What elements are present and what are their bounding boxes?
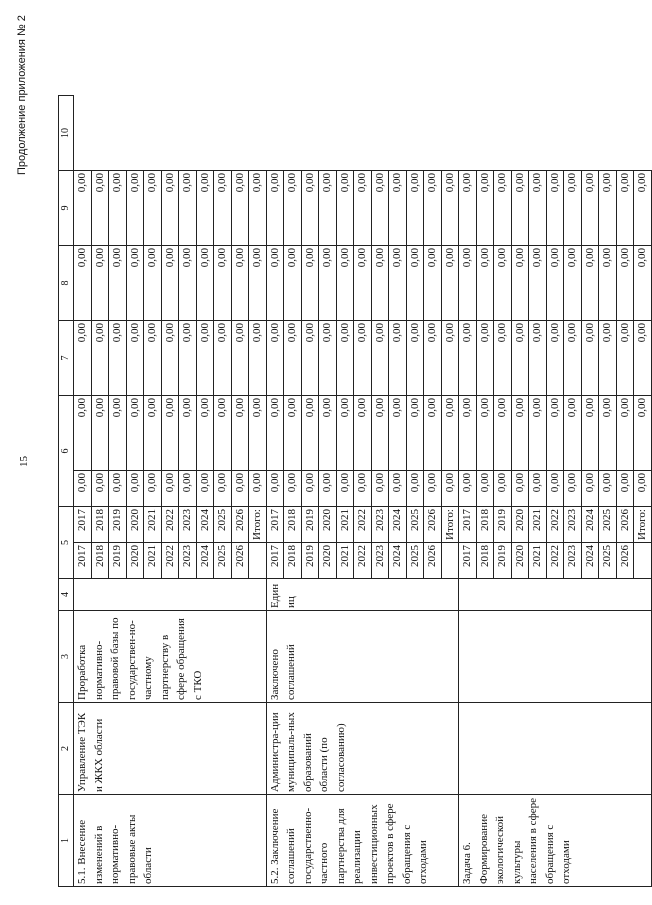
value-cell: 0,00 (546, 246, 564, 321)
value-cell: 0,00 (476, 321, 494, 396)
value-cell: 0,00 (354, 471, 372, 507)
year-cell: 2026 (616, 543, 634, 579)
value-cell: 0,00 (179, 321, 197, 396)
header-cell-6: 6 (59, 396, 74, 507)
value-cell: 0,00 (319, 396, 337, 471)
year-cell: 2022 (161, 507, 179, 543)
value-cell: 0,00 (406, 171, 424, 246)
year-cell: 2021 (336, 507, 354, 543)
value-cell: 0,00 (179, 396, 197, 471)
value-cell: 0,00 (424, 471, 442, 507)
table-header-row (59, 96, 74, 887)
year-cell: 2018 (91, 507, 109, 543)
value-cell: 0,00 (126, 321, 144, 396)
year-cell: 2019 (109, 543, 127, 579)
value-cell: 0,00 (494, 246, 512, 321)
value-cell: 0,00 (529, 246, 547, 321)
value-cell: 0,00 (319, 171, 337, 246)
year-cell: 2024 (196, 507, 214, 543)
value-cell: 0,00 (634, 246, 652, 321)
header-cell-3: 3 (59, 611, 74, 703)
value-cell: 0,00 (371, 321, 389, 396)
value-cell: 0,00 (511, 171, 529, 246)
value-cell: 0,00 (231, 396, 249, 471)
itogo-label: Итого: (634, 507, 652, 543)
value-cell: 0,00 (424, 171, 442, 246)
value-cell: 0,00 (284, 171, 302, 246)
value-cell: 0,00 (109, 471, 127, 507)
value-cell: 0,00 (231, 246, 249, 321)
value-cell: 0,00 (616, 471, 634, 507)
section-3-col-1: Задача 6. Формирование экологической культуры населения в сфере обращения с отходами (459, 795, 652, 887)
section-2-col-4: Единиц (266, 579, 459, 611)
value-cell: 0,00 (214, 321, 232, 396)
value-cell: 0,00 (74, 471, 92, 507)
value-cell: 0,00 (91, 471, 109, 507)
value-cell: 0,00 (406, 396, 424, 471)
value-cell: 0,00 (161, 471, 179, 507)
value-cell: 0,00 (581, 396, 599, 471)
year-cell: 2020 (511, 543, 529, 579)
value-cell: 0,00 (371, 396, 389, 471)
value-cell: 0,00 (441, 321, 459, 396)
value-cell: 0,00 (126, 396, 144, 471)
section-1-col-1: 5.1. Внесение изменений в нормативно-правовые акты области (74, 795, 267, 887)
header-cell-7: 7 (59, 321, 74, 396)
value-cell: 0,00 (599, 396, 617, 471)
value-cell: 0,00 (266, 321, 284, 396)
value-cell: 0,00 (459, 246, 477, 321)
value-cell: 0,00 (91, 321, 109, 396)
value-cell: 0,00 (476, 246, 494, 321)
value-cell: 0,00 (196, 471, 214, 507)
value-cell: 0,00 (616, 321, 634, 396)
value-cell: 0,00 (494, 471, 512, 507)
value-cell: 0,00 (599, 171, 617, 246)
value-cell: 0,00 (494, 396, 512, 471)
value-cell: 0,00 (266, 396, 284, 471)
section-2-col-1: 5.2. Заключение соглашений государственно-частного партнерства для реализации инвестиционных проектов в сфере обращения с отходами (266, 795, 459, 887)
year-cell: 2023 (179, 543, 197, 579)
value-cell: 0,00 (284, 321, 302, 396)
value-cell: 0,00 (109, 171, 127, 246)
section-3-col-3 (459, 611, 652, 703)
value-cell: 0,00 (511, 396, 529, 471)
header-cell-9: 9 (59, 171, 74, 246)
value-cell: 0,00 (511, 321, 529, 396)
value-cell: 0,00 (214, 171, 232, 246)
year-cell: 2018 (476, 543, 494, 579)
value-cell: 0,00 (284, 396, 302, 471)
value-cell: 0,00 (441, 246, 459, 321)
value-cell: 0,00 (91, 246, 109, 321)
year-cell: 2018 (284, 507, 302, 543)
value-cell: 0,00 (371, 171, 389, 246)
value-cell: 0,00 (441, 396, 459, 471)
value-cell: 0,00 (161, 321, 179, 396)
value-cell: 0,00 (231, 471, 249, 507)
value-cell: 0,00 (546, 321, 564, 396)
year-cell: 2021 (529, 543, 547, 579)
value-cell: 0,00 (196, 396, 214, 471)
value-cell: 0,00 (494, 321, 512, 396)
value-cell: 0,00 (459, 171, 477, 246)
value-cell: 0,00 (319, 246, 337, 321)
value-cell: 0,00 (371, 246, 389, 321)
value-cell: 0,00 (599, 471, 617, 507)
year-cell: 2017 (266, 543, 284, 579)
header-cell-4: 4 (59, 579, 74, 611)
section-1-col-4 (74, 579, 267, 611)
value-cell: 0,00 (406, 471, 424, 507)
value-cell: 0,00 (529, 171, 547, 246)
value-cell: 0,00 (231, 171, 249, 246)
value-cell: 0,00 (196, 171, 214, 246)
value-cell: 0,00 (231, 321, 249, 396)
value-cell: 0,00 (476, 396, 494, 471)
value-cell: 0,00 (109, 246, 127, 321)
value-cell: 0,00 (161, 246, 179, 321)
value-cell: 0,00 (126, 246, 144, 321)
value-cell: 0,00 (546, 171, 564, 246)
section-2-col-2: Администра-ции муниципаль-ных образований области (по согласованию) (266, 703, 459, 795)
value-cell: 0,00 (599, 321, 617, 396)
value-cell: 0,00 (424, 246, 442, 321)
value-cell: 0,00 (634, 471, 652, 507)
year-cell: 2018 (476, 507, 494, 543)
value-cell: 0,00 (179, 246, 197, 321)
value-cell: 0,00 (336, 171, 354, 246)
year-cell: 2025 (214, 507, 232, 543)
year-cell: 2022 (354, 507, 372, 543)
value-cell: 0,00 (634, 321, 652, 396)
value-cell: 0,00 (494, 171, 512, 246)
empty-year-cell (249, 543, 267, 579)
value-cell: 0,00 (389, 171, 407, 246)
value-cell: 0,00 (441, 471, 459, 507)
value-cell: 0,00 (581, 171, 599, 246)
value-cell: 0,00 (336, 246, 354, 321)
year-cell: 2018 (284, 543, 302, 579)
value-cell: 0,00 (284, 246, 302, 321)
value-cell: 0,00 (529, 321, 547, 396)
year-cell: 2024 (389, 507, 407, 543)
header-cell-5: 5 (59, 507, 74, 579)
year-cell: 2020 (511, 507, 529, 543)
value-cell: 0,00 (406, 246, 424, 321)
value-cell: 0,00 (511, 246, 529, 321)
value-cell: 0,00 (546, 396, 564, 471)
year-cell: 2020 (319, 543, 337, 579)
value-cell: 0,00 (389, 246, 407, 321)
section-1-col-2: Управление ТЭК и ЖКХ области (74, 703, 267, 795)
value-cell: 0,00 (354, 321, 372, 396)
year-cell: 2023 (564, 507, 582, 543)
header-cell-10: 10 (59, 96, 74, 171)
itogo-label: Итого: (441, 507, 459, 543)
value-cell: 0,00 (249, 246, 267, 321)
year-cell: 2023 (179, 507, 197, 543)
year-cell: 2019 (109, 507, 127, 543)
section-3-col-4 (459, 579, 652, 611)
value-cell: 0,00 (161, 396, 179, 471)
value-cell: 0,00 (301, 471, 319, 507)
empty-year-cell (441, 543, 459, 579)
value-cell: 0,00 (389, 396, 407, 471)
value-cell: 0,00 (581, 471, 599, 507)
value-cell: 0,00 (144, 171, 162, 246)
value-cell: 0,00 (459, 471, 477, 507)
value-cell: 0,00 (616, 396, 634, 471)
value-cell: 0,00 (581, 321, 599, 396)
value-cell: 0,00 (476, 471, 494, 507)
year-cell: 2021 (336, 543, 354, 579)
year-cell: 2024 (196, 543, 214, 579)
value-cell: 0,00 (266, 471, 284, 507)
value-cell: 0,00 (74, 396, 92, 471)
year-cell: 2022 (161, 543, 179, 579)
value-cell: 0,00 (616, 246, 634, 321)
value-cell: 0,00 (179, 471, 197, 507)
value-cell: 0,00 (126, 471, 144, 507)
value-cell: 0,00 (581, 246, 599, 321)
header-cell-2: 2 (59, 703, 74, 795)
value-cell: 0,00 (179, 171, 197, 246)
value-cell: 0,00 (214, 246, 232, 321)
value-cell: 0,00 (634, 171, 652, 246)
value-cell: 0,00 (126, 171, 144, 246)
value-cell: 0,00 (564, 246, 582, 321)
year-cell: 2025 (599, 507, 617, 543)
year-cell: 2026 (424, 507, 442, 543)
value-cell: 0,00 (354, 246, 372, 321)
year-cell: 2025 (406, 543, 424, 579)
value-cell: 0,00 (564, 171, 582, 246)
value-cell: 0,00 (249, 171, 267, 246)
value-cell: 0,00 (459, 321, 477, 396)
year-cell: 2017 (74, 543, 92, 579)
year-cell: 2023 (371, 507, 389, 543)
year-cell: 2022 (546, 543, 564, 579)
year-cell: 2026 (231, 543, 249, 579)
value-cell: 0,00 (529, 396, 547, 471)
value-cell: 0,00 (336, 471, 354, 507)
value-cell: 0,00 (546, 471, 564, 507)
year-cell: 2020 (319, 507, 337, 543)
value-cell: 0,00 (599, 246, 617, 321)
value-cell: 0,00 (74, 321, 92, 396)
value-cell: 0,00 (389, 321, 407, 396)
year-cell: 2026 (231, 507, 249, 543)
value-cell: 0,00 (161, 171, 179, 246)
value-cell: 0,00 (266, 171, 284, 246)
value-cell: 0,00 (441, 171, 459, 246)
year-cell: 2020 (126, 543, 144, 579)
page-number: 15 (18, 456, 30, 467)
value-cell: 0,00 (406, 321, 424, 396)
value-cell: 0,00 (284, 471, 302, 507)
year-cell: 2023 (371, 543, 389, 579)
table-row (74, 96, 92, 887)
year-cell: 2021 (144, 543, 162, 579)
year-cell: 2024 (581, 507, 599, 543)
value-cell: 0,00 (91, 171, 109, 246)
value-cell: 0,00 (109, 321, 127, 396)
value-cell: 0,00 (476, 171, 494, 246)
value-cell: 0,00 (511, 471, 529, 507)
value-cell: 0,00 (249, 471, 267, 507)
year-cell: 2024 (581, 543, 599, 579)
value-cell: 0,00 (301, 171, 319, 246)
value-cell: 0,00 (389, 471, 407, 507)
year-cell: 2026 (424, 543, 442, 579)
year-cell: 2025 (406, 507, 424, 543)
value-cell: 0,00 (144, 471, 162, 507)
measures-table (58, 95, 652, 887)
year-cell: 2017 (459, 543, 477, 579)
value-cell: 0,00 (249, 396, 267, 471)
value-cell: 0,00 (424, 321, 442, 396)
year-cell: 2022 (546, 507, 564, 543)
value-cell: 0,00 (266, 246, 284, 321)
value-cell: 0,00 (91, 396, 109, 471)
value-cell: 0,00 (249, 321, 267, 396)
value-cell: 0,00 (214, 396, 232, 471)
value-cell: 0,00 (564, 321, 582, 396)
value-cell: 0,00 (336, 321, 354, 396)
value-cell: 0,00 (354, 171, 372, 246)
table-row (459, 96, 477, 887)
year-cell: 2021 (529, 507, 547, 543)
value-cell: 0,00 (214, 471, 232, 507)
header-cell-8: 8 (59, 246, 74, 321)
value-cell: 0,00 (74, 246, 92, 321)
table-row (266, 96, 284, 887)
value-cell: 0,00 (301, 321, 319, 396)
value-cell: 0,00 (634, 396, 652, 471)
value-cell: 0,00 (424, 396, 442, 471)
value-cell: 0,00 (319, 321, 337, 396)
value-cell: 0,00 (371, 471, 389, 507)
section-3-col-2 (459, 703, 652, 795)
year-cell: 2026 (616, 507, 634, 543)
section-2-col-3: Заключено соглашений (266, 611, 459, 703)
year-cell: 2017 (266, 507, 284, 543)
value-cell: 0,00 (196, 321, 214, 396)
year-cell: 2024 (389, 543, 407, 579)
value-cell: 0,00 (354, 396, 372, 471)
year-cell: 2019 (301, 543, 319, 579)
year-cell: 2025 (599, 543, 617, 579)
year-cell: 2017 (459, 507, 477, 543)
section-1-col-3: Проработка нормативно-правовой базы по государствен-но-частному партнерству в сфере обращения с ТКО (74, 611, 267, 703)
value-cell: 0,00 (301, 246, 319, 321)
value-cell: 0,00 (564, 471, 582, 507)
value-cell: 0,00 (144, 321, 162, 396)
value-cell: 0,00 (564, 396, 582, 471)
year-cell: 2019 (494, 543, 512, 579)
itogo-label: Итого: (249, 507, 267, 543)
value-cell: 0,00 (301, 396, 319, 471)
year-cell: 2022 (354, 543, 372, 579)
year-cell: 2017 (74, 507, 92, 543)
header-cell-1: 1 (59, 795, 74, 887)
value-cell: 0,00 (529, 471, 547, 507)
value-cell: 0,00 (144, 396, 162, 471)
value-cell: 0,00 (459, 396, 477, 471)
value-cell: 0,00 (336, 396, 354, 471)
year-cell: 2019 (301, 507, 319, 543)
year-cell: 2023 (564, 543, 582, 579)
empty-year-cell (634, 543, 652, 579)
year-cell: 2018 (91, 543, 109, 579)
value-cell: 0,00 (109, 396, 127, 471)
year-cell: 2021 (144, 507, 162, 543)
value-cell: 0,00 (74, 171, 92, 246)
value-cell: 0,00 (616, 171, 634, 246)
year-cell: 2019 (494, 507, 512, 543)
year-cell: 2020 (126, 507, 144, 543)
value-cell: 0,00 (144, 246, 162, 321)
value-cell: 0,00 (319, 471, 337, 507)
appendix-caption: Продолжение приложения № 2 (16, 15, 28, 175)
value-cell: 0,00 (196, 246, 214, 321)
year-cell: 2025 (214, 543, 232, 579)
